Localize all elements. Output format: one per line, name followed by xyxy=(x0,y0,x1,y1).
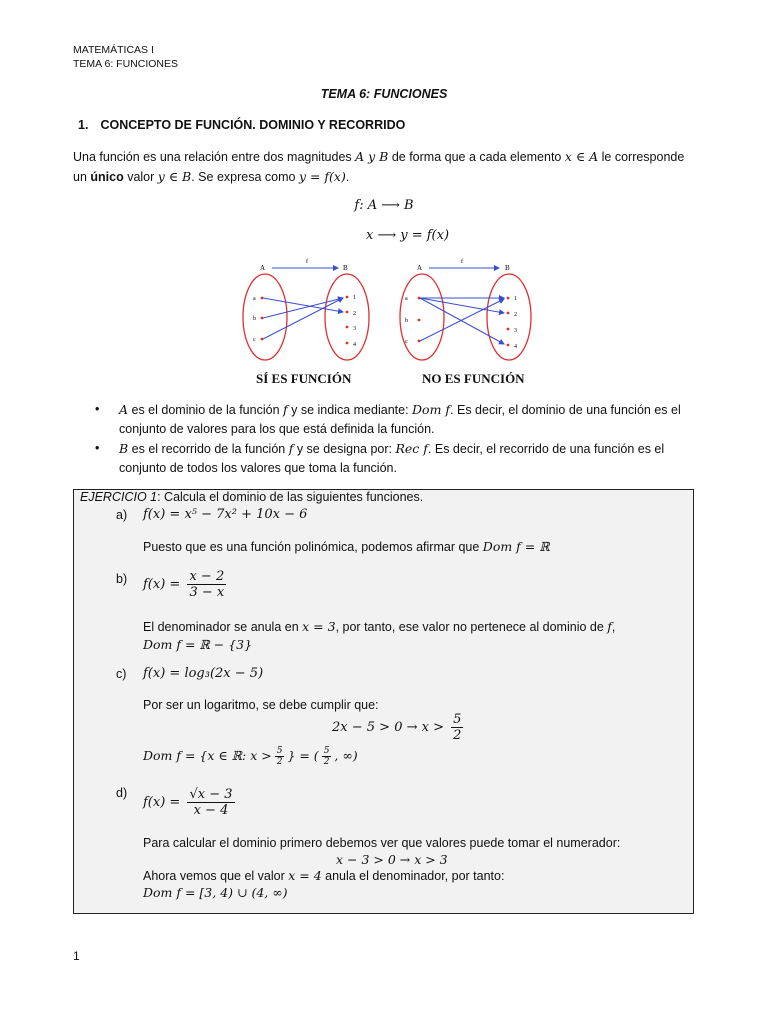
diagram-is-function xyxy=(243,258,369,360)
point xyxy=(346,326,349,329)
cod-label: 2 xyxy=(353,311,356,317)
math-inline: A xyxy=(119,402,129,417)
answer-text: Ahora vemos que el valor xyxy=(143,869,289,883)
exercise-box xyxy=(73,489,694,914)
point xyxy=(418,297,421,300)
formula-rule: x ⟶ y = f(x) xyxy=(366,228,450,243)
section-heading xyxy=(78,118,405,132)
diagram-not-function xyxy=(400,258,531,360)
fraction xyxy=(187,787,234,818)
denominator: 2 xyxy=(276,757,283,767)
domain-result: Dom f = ℝ − {3} xyxy=(143,637,253,652)
dom-label: b xyxy=(405,318,408,324)
math-inline: A y B xyxy=(355,149,389,164)
bullet-text: y se indica mediante: xyxy=(287,403,413,417)
cod-label: 4 xyxy=(514,344,517,350)
math-inline: y = f(x) xyxy=(298,169,346,184)
function-b xyxy=(143,569,229,600)
math-inline: B xyxy=(119,441,129,456)
dom-label: a xyxy=(405,296,408,302)
math-inline: y ∈ B xyxy=(157,169,192,184)
function-diagrams xyxy=(230,255,550,390)
cod-label: 3 xyxy=(514,328,517,334)
func-lhs: f(x) = xyxy=(143,795,181,810)
caption-is-function: SÍ ES FUNCIÓN xyxy=(256,371,352,386)
dom-label: c xyxy=(253,337,256,343)
fraction xyxy=(275,746,285,767)
point xyxy=(261,317,264,320)
inequality-c xyxy=(332,712,466,743)
denominator: 2 xyxy=(323,757,330,767)
fraction xyxy=(451,712,463,743)
item-label-c: c) xyxy=(116,667,127,681)
cod-label: 4 xyxy=(353,342,356,348)
bullet-text: . Es decir, el dominio de una función es el conjunto de valores para los que está definida la función. xyxy=(119,403,681,436)
point xyxy=(507,344,510,347)
page-header xyxy=(73,43,178,71)
intro-bold: único xyxy=(90,170,124,184)
numerator: 5 xyxy=(276,746,283,756)
math-inline: Rec f xyxy=(395,441,428,456)
math-inline: x = 3 xyxy=(302,619,336,634)
function-a: f(x) = x⁵ − 7x² + 10x − 6 xyxy=(143,507,308,522)
map-label: f xyxy=(461,259,463,265)
header-topic: TEMA 6: FUNCIONES xyxy=(73,58,179,70)
formula-mapping: f: A ⟶ B xyxy=(354,198,414,213)
answer-text: El denominador se anula en xyxy=(143,620,303,634)
intro-text: valor xyxy=(123,170,158,184)
bullet-domain xyxy=(95,400,695,438)
point xyxy=(261,338,264,341)
header-subject: MATEMÁTICAS I xyxy=(73,44,154,56)
mapping-arrow xyxy=(263,298,343,339)
numerator: √x − 3 xyxy=(189,787,233,802)
math-inline: x ∈ A xyxy=(564,149,599,164)
numerator: x − 2 xyxy=(189,569,225,584)
mapping-arrow xyxy=(263,298,343,312)
fraction xyxy=(187,569,226,600)
fraction xyxy=(322,746,332,767)
function-d xyxy=(143,787,238,818)
set-b-label: B xyxy=(343,264,348,272)
set-open: {x ∈ ℝ: x > xyxy=(199,748,272,763)
answer-b xyxy=(143,618,683,654)
numerator: 5 xyxy=(453,712,462,727)
denominator: 3 − x xyxy=(189,585,225,600)
point xyxy=(346,296,349,299)
math-inline: Dom f xyxy=(412,402,451,417)
dom-label: a xyxy=(253,296,256,302)
answer-text: anula el denominador, por tanto: xyxy=(321,869,505,883)
set-a-label: A xyxy=(260,264,266,272)
domain-c xyxy=(143,746,358,767)
bullet-dot: • xyxy=(95,441,100,455)
point xyxy=(346,311,349,314)
inequality-d: x − 3 > 0 → x > 3 xyxy=(336,852,448,867)
answer-a xyxy=(143,539,550,554)
exercise-heading xyxy=(80,490,423,504)
item-label-d: d) xyxy=(116,786,128,800)
point xyxy=(418,340,421,343)
math-inline: f xyxy=(288,441,294,456)
dom-label: c xyxy=(405,339,408,345)
function-c: f(x) = log₃(2x − 5) xyxy=(143,666,264,681)
intro-text: de forma que a cada elemento xyxy=(388,150,565,164)
bullet-range xyxy=(95,439,695,477)
caption-not-function: NO ES FUNCIÓN xyxy=(422,371,525,386)
section-title: CONCEPTO DE FUNCIÓN. DOMINIO Y RECORRIDO xyxy=(100,118,406,132)
intro-text: . xyxy=(345,170,350,184)
map-label: f xyxy=(306,259,308,265)
answer-text: Puesto que es una función polinómica, podemos afirmar que xyxy=(143,540,483,554)
cod-label: 1 xyxy=(353,295,356,301)
domain-ellipse xyxy=(400,274,444,360)
bullet-text: . Es decir, el recorrido de una función es el conjunto de todos los valores que toma la función. xyxy=(119,442,665,475)
cod-label: 2 xyxy=(514,312,517,318)
bullet-dot: • xyxy=(95,402,100,416)
point xyxy=(261,297,264,300)
answer-text: , xyxy=(611,620,616,634)
set-a-label: A xyxy=(417,264,423,272)
math-inline: f xyxy=(607,619,612,634)
bullet-text: es el recorrido de la función xyxy=(128,442,289,456)
set-b-label: B xyxy=(505,264,510,272)
intro-paragraph xyxy=(73,147,698,187)
answer-d-text: Para calcular el dominio primero debemos ver que valores puede tomar el numerador: xyxy=(143,836,621,850)
section-number: 1. xyxy=(78,118,89,132)
cod-label: 1 xyxy=(514,296,517,302)
answer-text: , por tanto, ese valor no pertenece al dominio de xyxy=(335,620,608,634)
point xyxy=(507,312,510,315)
math-inline: f xyxy=(283,402,288,417)
exercise-label: EJERCICIO 1 xyxy=(80,490,158,504)
answer-c-text: Por ser un logaritmo, se debe cumplir que: xyxy=(143,698,379,712)
domain-prefix: Dom f = xyxy=(143,748,200,763)
codomain-ellipse xyxy=(487,274,531,360)
point xyxy=(507,328,510,331)
point xyxy=(346,342,349,345)
item-label-b: b) xyxy=(116,572,128,586)
intro-text: Una función es una relación entre dos magnitudes xyxy=(73,150,356,164)
codomain-ellipse xyxy=(325,274,369,360)
dom-label: b xyxy=(253,316,256,322)
func-lhs: f(x) = xyxy=(143,577,181,592)
cod-label: 3 xyxy=(353,326,356,332)
page-number: 1 xyxy=(73,949,80,963)
intro-text: le corresponde un xyxy=(73,150,685,184)
math-inline: x = 4 xyxy=(288,868,322,883)
set-close: } = ( xyxy=(287,748,319,763)
bullet-text: es el dominio de la función xyxy=(128,403,283,417)
answer-d-text2 xyxy=(143,868,504,883)
mapping-arrow xyxy=(263,298,343,318)
document-title: TEMA 6: FUNCIONES xyxy=(320,87,448,101)
exercise-instruction: : Calcula el dominio de las siguientes funciones. xyxy=(157,490,424,504)
item-label-a: a) xyxy=(116,508,128,522)
point xyxy=(418,319,421,322)
point xyxy=(507,297,510,300)
domain-result-d: Dom f = [3, 4) ∪ (4, ∞) xyxy=(143,885,288,900)
denominator: 2 xyxy=(453,728,462,743)
bullet-text: y se designa por: xyxy=(293,442,396,456)
intro-text: . Se expresa como xyxy=(191,170,299,184)
denominator: x − 4 xyxy=(193,803,229,818)
interval-close: , ∞) xyxy=(334,748,358,763)
domain-result: Dom f = ℝ xyxy=(482,539,550,554)
inequality: 2x − 5 > 0 → x > xyxy=(332,720,444,735)
numerator: 5 xyxy=(323,746,330,756)
